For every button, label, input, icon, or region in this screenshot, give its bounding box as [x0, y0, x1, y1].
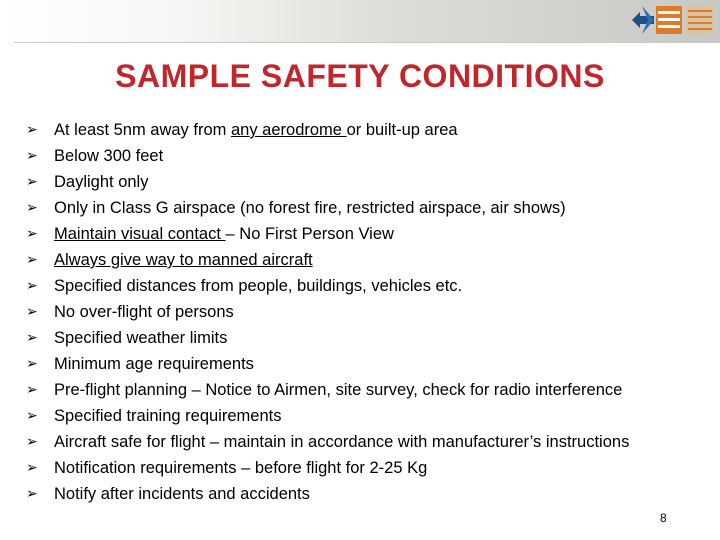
safety-conditions-list [26, 121, 706, 511]
arrow-bullet-icon: ➢ [26, 434, 38, 450]
slide-title: SAMPLE SAFETY CONDITIONS [115, 58, 605, 94]
list-item [26, 173, 706, 199]
list-item-text: – No First Person View [225, 225, 394, 243]
list-item-text: Only in Class G airspace (no forest fire, restricted airspace, air shows) [54, 199, 566, 217]
list-item-text: Notify after incidents and accidents [54, 485, 310, 503]
list-item-text: Specified training requirements [54, 407, 282, 425]
header-divider [14, 42, 720, 43]
list-item-underlined-text: Always give way to manned aircraft [54, 251, 313, 269]
list-item-underlined-text: Maintain visual contact [54, 225, 226, 243]
list-item-text: Minimum age requirements [54, 355, 254, 373]
arrow-bullet-icon: ➢ [26, 408, 38, 424]
arrow-bullet-icon: ➢ [26, 226, 38, 242]
list-item-text: No over-flight of persons [54, 303, 234, 321]
arrow-bullet-icon: ➢ [26, 278, 38, 294]
list-item [26, 459, 706, 485]
page-number: 8 [660, 511, 667, 525]
list-item [26, 485, 706, 511]
arrow-bullet-icon: ➢ [26, 200, 38, 216]
list-item-text: or built-up area [346, 121, 458, 139]
list-item-underlined-text: any aerodrome [230, 121, 347, 139]
list-item [26, 147, 706, 173]
list-item [26, 381, 706, 407]
arrow-bullet-icon: ➢ [26, 148, 38, 164]
arrow-bullet-icon: ➢ [26, 252, 38, 268]
list-item [26, 433, 706, 459]
arrow-bullet-icon: ➢ [26, 486, 38, 502]
arrow-bullet-icon: ➢ [26, 330, 38, 346]
arrow-bullet-icon: ➢ [26, 460, 38, 476]
list-item [26, 251, 706, 277]
list-item [26, 121, 706, 147]
list-item [26, 329, 706, 355]
list-item [26, 407, 706, 433]
list-item-text: Aircraft safe for flight – maintain in accordance with manufacturer’s instructions [54, 433, 630, 451]
list-item-text: Daylight only [54, 173, 149, 191]
list-item-text: Pre-flight planning – Notice to Airmen, site survey, check for radio interference [54, 381, 623, 399]
list-item [26, 199, 706, 225]
transport-agency-logo-icon [632, 4, 716, 36]
list-item [26, 225, 706, 251]
list-item-text: Specified weather limits [54, 329, 228, 347]
arrow-bullet-icon: ➢ [26, 122, 38, 138]
list-item-text: Notification requirements – before flight for 2-25 Kg [54, 459, 428, 477]
arrow-bullet-icon: ➢ [26, 356, 38, 372]
arrow-bullet-icon: ➢ [26, 174, 38, 190]
list-item [26, 277, 706, 303]
arrow-bullet-icon: ➢ [26, 304, 38, 320]
list-item-text: Specified distances from people, buildings, vehicles etc. [54, 277, 463, 295]
arrow-bullet-icon: ➢ [26, 382, 38, 398]
list-item-text: Below 300 feet [54, 147, 164, 165]
list-item-text: At least 5nm away from [54, 121, 231, 139]
header-bar [0, 0, 720, 42]
list-item [26, 355, 706, 381]
list-item [26, 303, 706, 329]
